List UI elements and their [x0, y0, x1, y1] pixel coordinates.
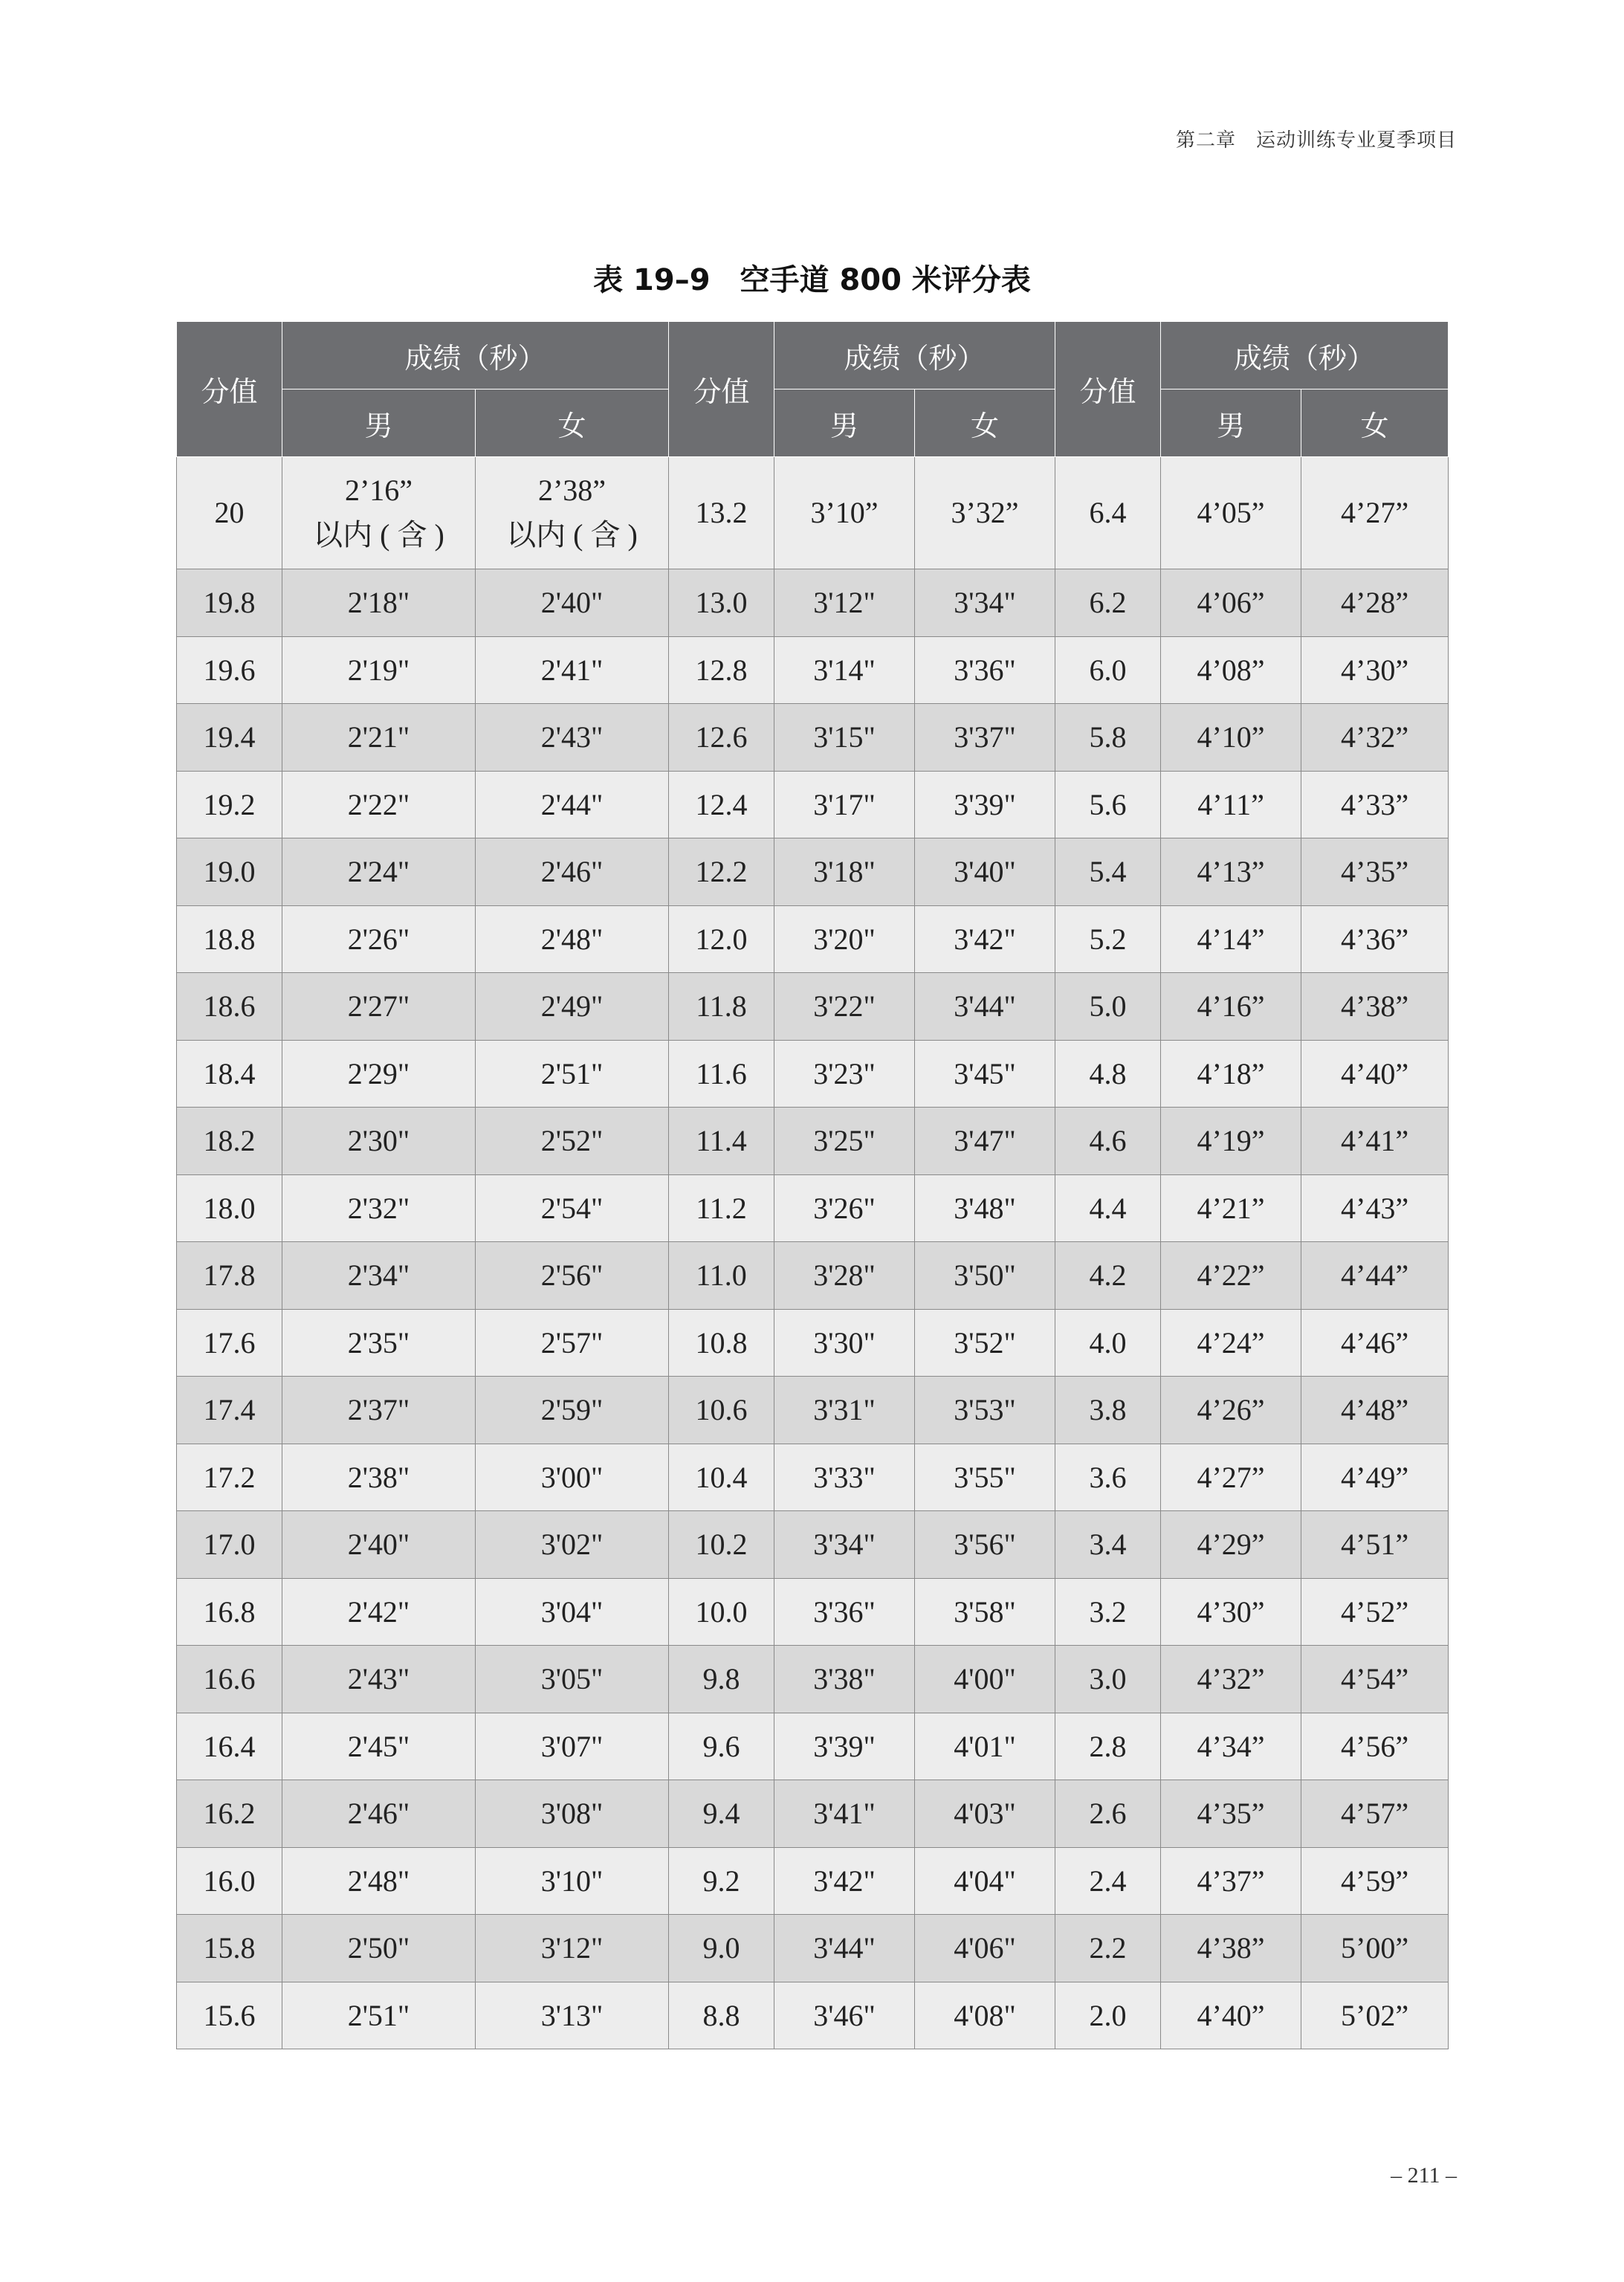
score-cell: 17.6 [177, 1309, 282, 1377]
header-result-1: 成绩（秒） [282, 322, 669, 390]
score-cell: 13.2 [669, 457, 774, 569]
male-result-cell: 4’11” [1161, 771, 1301, 838]
table-row [177, 1242, 1449, 1310]
female-result-cell: 3'42" [915, 905, 1055, 973]
score-cell: 5.2 [1055, 905, 1161, 973]
female-result-cell: 4’54” [1301, 1646, 1449, 1713]
female-result-cell: 4’49” [1301, 1444, 1449, 1511]
female-result-cell: 4’52” [1301, 1578, 1449, 1646]
score-cell: 3.2 [1055, 1578, 1161, 1646]
score-table [176, 321, 1449, 2049]
male-result-cell: 3'14" [774, 636, 915, 704]
male-result-cell: 2'32" [282, 1174, 476, 1242]
male-result-cell: 3'15" [774, 704, 915, 772]
score-cell: 10.2 [669, 1511, 774, 1579]
female-result-cell: 4’41” [1301, 1108, 1449, 1175]
female-result-cell: 3'39" [915, 771, 1055, 838]
male-result-cell: 2'50" [282, 1915, 476, 1982]
male-result-cell: 3'30" [774, 1309, 915, 1377]
female-result-cell: 3'05" [476, 1646, 669, 1713]
male-result-cell: 3'44" [774, 1915, 915, 1982]
score-cell: 6.4 [1055, 457, 1161, 569]
score-cell: 9.0 [669, 1915, 774, 1982]
male-result-cell: 3'33" [774, 1444, 915, 1511]
table-row [177, 1982, 1449, 2049]
table-row [177, 1847, 1449, 1915]
male-result-cell: 2'29" [282, 1040, 476, 1108]
header-male-1: 男 [282, 390, 476, 457]
male-result-cell: 4’10” [1161, 704, 1301, 772]
score-cell: 17.2 [177, 1444, 282, 1511]
male-result-cell: 4’37” [1161, 1847, 1301, 1915]
header-score-2: 分值 [669, 322, 774, 457]
score-cell: 3.0 [1055, 1646, 1161, 1713]
male-result-cell: 4’35” [1161, 1780, 1301, 1848]
score-cell: 11.4 [669, 1108, 774, 1175]
female-result-value: 2’38” [537, 473, 606, 507]
male-result-cell: 3'38" [774, 1646, 915, 1713]
female-result-note: 以内 ( 含 ) [506, 518, 638, 552]
female-result-cell: 3'07" [476, 1713, 669, 1780]
male-result-cell: 4’19” [1161, 1108, 1301, 1175]
female-result-cell: 2'51" [476, 1040, 669, 1108]
female-result-cell: 4’59” [1301, 1847, 1449, 1915]
female-result-cell: 3'55" [915, 1444, 1055, 1511]
male-result-cell: 2'27" [282, 973, 476, 1041]
header-result-3: 成绩（秒） [1161, 322, 1449, 390]
table-row [177, 1780, 1449, 1848]
table-row [177, 1646, 1449, 1713]
male-result-cell: 4’13” [1161, 838, 1301, 906]
male-result-cell: 2'48" [282, 1847, 476, 1915]
score-cell: 18.4 [177, 1040, 282, 1108]
female-result-cell: 2'49" [476, 973, 669, 1041]
female-result-cell: 3'34" [915, 569, 1055, 637]
score-cell: 19.6 [177, 636, 282, 704]
header-male-3: 男 [1161, 390, 1301, 457]
score-cell: 2.2 [1055, 1915, 1161, 1982]
male-result-cell: 3'22" [774, 973, 915, 1041]
score-cell: 17.4 [177, 1377, 282, 1444]
table-row [177, 1174, 1449, 1242]
male-result-cell: 4’05” [1161, 457, 1301, 569]
score-cell: 10.8 [669, 1309, 774, 1377]
score-cell: 11.0 [669, 1242, 774, 1310]
female-result-cell: 4’38” [1301, 973, 1449, 1041]
score-cell: 12.8 [669, 636, 774, 704]
score-cell: 5.8 [1055, 704, 1161, 772]
male-result-cell: 2'40" [282, 1511, 476, 1579]
male-result-cell: 3'41" [774, 1780, 915, 1848]
score-cell: 3.4 [1055, 1511, 1161, 1579]
score-cell: 10.4 [669, 1444, 774, 1511]
female-result-cell: 4'01" [915, 1713, 1055, 1780]
female-result-cell: 2'46" [476, 838, 669, 906]
female-result-cell: 2'59" [476, 1377, 669, 1444]
table-row [177, 569, 1449, 637]
male-result-cell: 3'12" [774, 569, 915, 637]
female-result-cell: 2'44" [476, 771, 669, 838]
score-cell: 16.4 [177, 1713, 282, 1780]
female-result-cell: 3'48" [915, 1174, 1055, 1242]
header-female-1: 女 [476, 390, 669, 457]
female-result-cell: 3'52" [915, 1309, 1055, 1377]
female-result-cell: 3'00" [476, 1444, 669, 1511]
female-result-cell: 4’33” [1301, 771, 1449, 838]
female-result-cell: 3'08" [476, 1780, 669, 1848]
female-result-cell: 4’43” [1301, 1174, 1449, 1242]
female-result-cell: 3'36" [915, 636, 1055, 704]
male-result-cell: 2'22" [282, 771, 476, 838]
score-cell: 9.8 [669, 1646, 774, 1713]
table-row [177, 1108, 1449, 1175]
running-header: 第二章 运动训练专业夏季项目 [1175, 129, 1457, 152]
male-result-cell: 3'31" [774, 1377, 915, 1444]
male-result-cell: 4’24” [1161, 1309, 1301, 1377]
table-row [177, 1713, 1449, 1780]
male-result-cell: 2'18" [282, 569, 476, 637]
female-result-cell: 3'53" [915, 1377, 1055, 1444]
table-row [177, 838, 1449, 906]
score-cell: 17.8 [177, 1242, 282, 1310]
female-result-cell: 2'56" [476, 1242, 669, 1310]
male-result-cell: 2'43" [282, 1646, 476, 1713]
female-result-cell: 2'57" [476, 1309, 669, 1377]
female-result-cell: 4’51” [1301, 1511, 1449, 1579]
score-cell: 17.0 [177, 1511, 282, 1579]
score-cell: 18.2 [177, 1108, 282, 1175]
header-score-1: 分值 [177, 322, 282, 457]
score-cell: 11.6 [669, 1040, 774, 1108]
score-cell: 5.6 [1055, 771, 1161, 838]
table-row [177, 457, 1449, 569]
score-cell: 4.0 [1055, 1309, 1161, 1377]
male-result-cell: 4’06” [1161, 569, 1301, 637]
female-result-cell: 3'44" [915, 973, 1055, 1041]
male-result-cell: 2'34" [282, 1242, 476, 1310]
score-cell: 9.4 [669, 1780, 774, 1848]
female-result-cell: 4’30” [1301, 636, 1449, 704]
score-cell: 3.6 [1055, 1444, 1161, 1511]
female-result-cell: 4’36” [1301, 905, 1449, 973]
female-result-cell: 3'40" [915, 838, 1055, 906]
female-result-cell: 3'47" [915, 1108, 1055, 1175]
score-cell: 4.8 [1055, 1040, 1161, 1108]
score-cell: 18.8 [177, 905, 282, 973]
female-result-cell: 3'02" [476, 1511, 669, 1579]
female-result-cell: 3'10" [476, 1847, 669, 1915]
female-result-cell: 4'08" [915, 1982, 1055, 2049]
table-title [0, 256, 1624, 299]
score-cell: 16.6 [177, 1646, 282, 1713]
score-cell: 2.0 [1055, 1982, 1161, 2049]
male-result-cell: 4’29” [1161, 1511, 1301, 1579]
score-cell: 3.8 [1055, 1377, 1161, 1444]
male-result-cell: 2'46" [282, 1780, 476, 1848]
score-cell: 19.4 [177, 704, 282, 772]
female-result-cell: 2'54" [476, 1174, 669, 1242]
male-result-cell: 2'30" [282, 1108, 476, 1175]
male-result-cell: 4’16” [1161, 973, 1301, 1041]
table-row [177, 771, 1449, 838]
header-male-2: 男 [774, 390, 915, 457]
male-result-cell: 2'21" [282, 704, 476, 772]
female-result-cell: 4’27” [1301, 457, 1449, 569]
table-row [177, 1915, 1449, 1982]
female-result-cell: 4'00" [915, 1646, 1055, 1713]
female-result-cell: 4’32” [1301, 704, 1449, 772]
female-result-cell: 3'13" [476, 1982, 669, 2049]
female-result-cell: 2'52" [476, 1108, 669, 1175]
male-result-cell: 2'35" [282, 1309, 476, 1377]
header-score-3: 分值 [1055, 322, 1161, 457]
female-result-cell: 3'50" [915, 1242, 1055, 1310]
male-result-cell: 3'39" [774, 1713, 915, 1780]
male-result-note: 以内 ( 含 ) [313, 518, 444, 552]
score-cell: 8.8 [669, 1982, 774, 2049]
table-row [177, 1444, 1449, 1511]
female-result-cell: 4’46” [1301, 1309, 1449, 1377]
table-row [177, 704, 1449, 772]
male-result-cell: 3’10” [774, 457, 915, 569]
male-result-cell: 3'46" [774, 1982, 915, 2049]
table-row [177, 1511, 1449, 1579]
male-result-cell: 4’21” [1161, 1174, 1301, 1242]
male-result-cell: 2'38" [282, 1444, 476, 1511]
male-result-cell: 4’22” [1161, 1242, 1301, 1310]
female-result-cell: 3’32” [915, 457, 1055, 569]
header-result-2: 成绩（秒） [774, 322, 1055, 390]
score-cell: 4.6 [1055, 1108, 1161, 1175]
male-result-cell: 3'28" [774, 1242, 915, 1310]
female-result-cell: 3'37" [915, 704, 1055, 772]
female-result-cell: 4’44” [1301, 1242, 1449, 1310]
female-result-cell: 3'45" [915, 1040, 1055, 1108]
score-cell: 5.4 [1055, 838, 1161, 906]
score-cell: 19.8 [177, 569, 282, 637]
table-row [177, 1377, 1449, 1444]
female-result-cell: 4’28” [1301, 569, 1449, 637]
score-cell: 9.6 [669, 1713, 774, 1780]
score-cell: 15.8 [177, 1915, 282, 1982]
female-result-cell: 5’00” [1301, 1915, 1449, 1982]
score-cell: 15.6 [177, 1982, 282, 2049]
page-number: – 211 – [1391, 2163, 1457, 2188]
table-row [177, 636, 1449, 704]
score-cell: 2.4 [1055, 1847, 1161, 1915]
score-cell: 4.2 [1055, 1242, 1161, 1310]
female-result-cell: 4’57” [1301, 1780, 1449, 1848]
male-result-cell: 4’40” [1161, 1982, 1301, 2049]
female-result-cell [476, 457, 669, 569]
score-cell: 19.2 [177, 771, 282, 838]
female-result-cell: 4'06" [915, 1915, 1055, 1982]
female-result-cell: 2'48" [476, 905, 669, 973]
female-result-cell: 4'03" [915, 1780, 1055, 1848]
male-result-cell: 3'34" [774, 1511, 915, 1579]
score-cell: 10.0 [669, 1578, 774, 1646]
female-result-cell: 3'58" [915, 1578, 1055, 1646]
male-result-cell: 2'42" [282, 1578, 476, 1646]
male-result-cell: 2'24" [282, 838, 476, 906]
table-row [177, 1309, 1449, 1377]
score-cell: 5.0 [1055, 973, 1161, 1041]
male-result-cell: 3'18" [774, 838, 915, 906]
score-cell: 11.2 [669, 1174, 774, 1242]
score-cell: 2.6 [1055, 1780, 1161, 1848]
female-result-cell: 2'41" [476, 636, 669, 704]
female-result-cell: 4'04" [915, 1847, 1055, 1915]
score-cell: 12.4 [669, 771, 774, 838]
score-cell: 12.0 [669, 905, 774, 973]
score-cell: 9.2 [669, 1847, 774, 1915]
score-cell: 16.8 [177, 1578, 282, 1646]
table-caption: 空手道 800 米评分表 [740, 263, 1031, 297]
score-cell: 18.6 [177, 973, 282, 1041]
female-result-cell: 2'43" [476, 704, 669, 772]
score-cell: 2.8 [1055, 1713, 1161, 1780]
male-result-cell: 4’38” [1161, 1915, 1301, 1982]
female-result-cell: 3'12" [476, 1915, 669, 1982]
score-cell: 10.6 [669, 1377, 774, 1444]
female-result-cell: 4’40” [1301, 1040, 1449, 1108]
male-result-cell: 4’34” [1161, 1713, 1301, 1780]
score-cell: 12.6 [669, 704, 774, 772]
male-result-cell: 4’18” [1161, 1040, 1301, 1108]
male-result-cell: 3'42" [774, 1847, 915, 1915]
female-result-cell: 4’48” [1301, 1377, 1449, 1444]
female-result-cell: 2'40" [476, 569, 669, 637]
male-result-cell: 4’30” [1161, 1578, 1301, 1646]
score-cell: 12.2 [669, 838, 774, 906]
male-result-cell: 2'51" [282, 1982, 476, 2049]
male-result-cell: 3'25" [774, 1108, 915, 1175]
score-cell: 6.0 [1055, 636, 1161, 704]
male-result-cell: 4’27” [1161, 1444, 1301, 1511]
female-result-cell: 3'56" [915, 1511, 1055, 1579]
table-number: 表 19–9 [593, 263, 711, 297]
score-cell: 18.0 [177, 1174, 282, 1242]
male-result-cell: 3'20" [774, 905, 915, 973]
table-row [177, 1040, 1449, 1108]
male-result-cell: 3'17" [774, 771, 915, 838]
female-result-cell: 4’35” [1301, 838, 1449, 906]
female-result-cell: 5’02” [1301, 1982, 1449, 2049]
male-result-cell [282, 457, 476, 569]
male-result-cell: 4’32” [1161, 1646, 1301, 1713]
score-cell: 4.4 [1055, 1174, 1161, 1242]
score-cell: 20 [177, 457, 282, 569]
score-cell: 11.8 [669, 973, 774, 1041]
score-cell: 19.0 [177, 838, 282, 906]
female-result-cell: 3'04" [476, 1578, 669, 1646]
header-female-2: 女 [915, 390, 1055, 457]
table-row [177, 973, 1449, 1041]
header-female-3: 女 [1301, 390, 1449, 457]
table-row [177, 905, 1449, 973]
male-result-cell: 4’26” [1161, 1377, 1301, 1444]
male-result-cell: 3'26" [774, 1174, 915, 1242]
male-result-cell: 2'37" [282, 1377, 476, 1444]
score-cell: 13.0 [669, 569, 774, 637]
male-result-cell: 2'26" [282, 905, 476, 973]
female-result-cell: 4’56” [1301, 1713, 1449, 1780]
male-result-cell: 3'36" [774, 1578, 915, 1646]
male-result-value: 2’16” [344, 473, 413, 507]
male-result-cell: 4’08” [1161, 636, 1301, 704]
score-cell: 16.0 [177, 1847, 282, 1915]
male-result-cell: 4’14” [1161, 905, 1301, 973]
score-cell: 6.2 [1055, 569, 1161, 637]
male-result-cell: 2'19" [282, 636, 476, 704]
male-result-cell: 2'45" [282, 1713, 476, 1780]
male-result-cell: 3'23" [774, 1040, 915, 1108]
table-row [177, 1578, 1449, 1646]
score-cell: 16.2 [177, 1780, 282, 1848]
